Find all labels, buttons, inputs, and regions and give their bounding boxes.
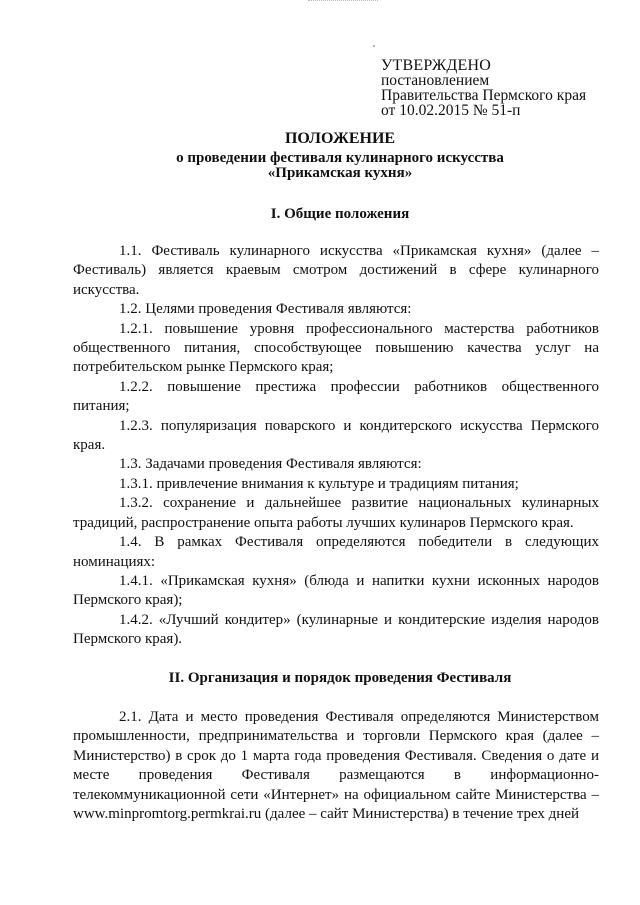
- paragraph-1-2: 1.2. Целями проведения Фестиваля являются:: [119, 301, 412, 318]
- paragraph-1-3: 1.3. Задачами проведения Фестиваля являются:: [119, 456, 422, 473]
- approval-stamp: [381, 58, 586, 118]
- section-2-heading: II. Организация и порядок проведения Фестиваля: [168, 670, 512, 686]
- document-subtitle-line-1: о проведении фестиваля кулинарного искусства: [176, 150, 504, 166]
- paragraph-1-3-1: 1.3.1. привлечение внимания к культуре и традициям питания;: [119, 475, 519, 492]
- paragraph-1-2-2: 1.2.2. повышение престижа профессии работников общественного питания;: [73, 378, 599, 415]
- approval-line-2: Правительства Пермского края: [381, 87, 587, 104]
- paragraph-1-2-3: 1.2.3. популяризация поварского и кондитерского искусства Пермского края.: [73, 417, 599, 454]
- scan-speck: [373, 45, 375, 47]
- paragraph-1-4-1: 1.4.1. «Прикамская кухня» (блюда и напитки кухни исконных народов Пермского края);: [73, 572, 599, 609]
- paragraph-2-1: 2.1. Дата и место проведения Фестиваля определяются Министерством промышленности, предпринимательства и торговли Пермского края (далее – Министерство) в срок до 1 марта года проведения Фестиваля. Сведения о дате и месте проведения Фестиваля размещаются в информационно-телекоммуникационной сети «Интернет» на официальном сайте Министерства – www.minpromtorg.permkrai.ru (далее – сайт Министерства) в течение трех дней: [73, 709, 599, 823]
- paragraph-1-3-2: 1.3.2. сохранение и дальнейшее развитие национальных кулинарных традиций, распространение опыта работы лучших кулинаров Пермского края.: [73, 495, 599, 531]
- paragraph-1-2-1: 1.2.1. повышение уровня профессионального мастерства работников общественного питания, способствующее повышению качества услуг на потребительском рынке Пермского края;: [73, 320, 599, 376]
- scan-edge-mark: [308, 0, 378, 5]
- document-title: ПОЛОЖЕНИЕ: [284, 130, 396, 147]
- approval-title: УТВЕРЖДЕНО: [381, 57, 492, 74]
- approval-line-3: от 10.02.2015 № 51-п: [381, 102, 521, 119]
- paragraph-1-1: 1.1. Фестиваль кулинарного искусства «Прикамская кухня» (далее – Фестиваль) является краевым смотром достижений в сфере кулинарного искусства.: [73, 243, 599, 298]
- section-1-heading: I. Общие положения: [270, 206, 410, 222]
- paragraph-1-4-2: 1.4.2. «Лучший кондитер» (кулинарные и кондитерские изделия народов Пермского края).: [73, 611, 599, 648]
- section-1-body: [73, 242, 599, 650]
- document-subtitle-line-2: «Прикамская кухня»: [267, 165, 413, 181]
- approval-line-1: постановлением: [381, 72, 490, 89]
- paragraph-1-4: 1.4. В рамках Фестиваля определяются победители в следующих номинациях:: [73, 534, 599, 570]
- section-2-body: [73, 708, 599, 824]
